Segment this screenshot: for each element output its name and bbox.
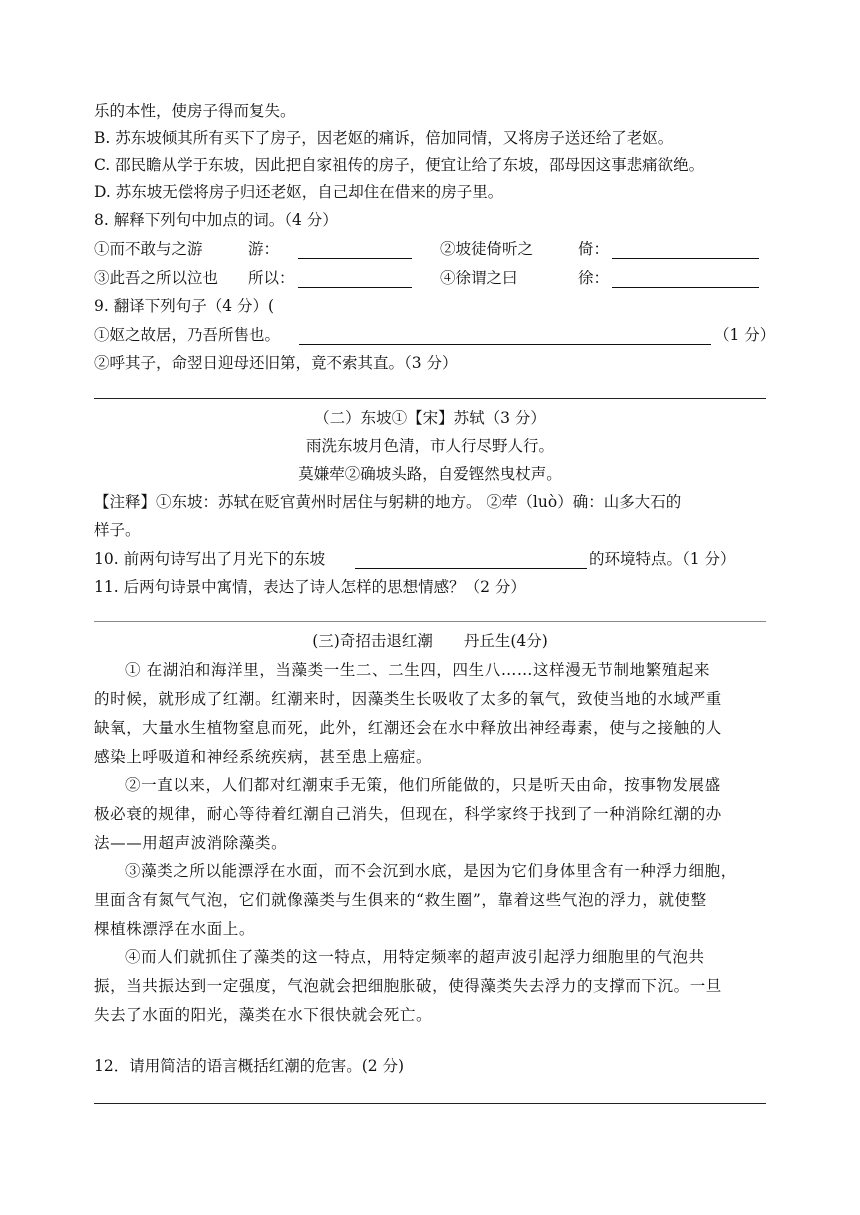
- section-3-title: (三)奇招击退红潮 丹丘生(4分): [312, 632, 548, 650]
- question-9-title: 9. 翻译下列句子（4 分）(: [94, 297, 275, 315]
- q9-item-1: ①妪之故居，乃吾所售也。: [94, 326, 281, 344]
- paragraph-1-line-1: ① 在湖泊和海洋里，当藻类一生二、二生四，四生八……这样漫无节制地繁殖起来: [125, 661, 711, 679]
- option-c: C. 邵民瞻从学于东坡，因此把自家祖传的房子，便宜让给了东坡，邵母因这事悲痛欲绝。: [94, 156, 705, 174]
- note-line-2: 样子。: [94, 521, 141, 539]
- paragraph-4-line-2: 振，当共振达到一定强度，气泡就会把细胞胀破，使得藻类失去浮力的支撑而下沉。一旦: [94, 977, 722, 995]
- paragraph-1-line-2: 的时候，就形成了红潮。红潮来时，因藻类生长吸收了太多的氧气，致使当地的水域严重: [94, 690, 722, 708]
- paragraph-3-line-3: 棵植株漂浮在水面上。: [94, 920, 256, 938]
- q8-sentence-2: ②坡徒倚听之: [440, 240, 534, 258]
- question-12: 12．请用简洁的语言概括红潮的危害。(2 分): [94, 1057, 405, 1075]
- question-11: 11. 后两句诗景中寓情，表达了诗人怎样的思想情感？（2 分）: [94, 578, 526, 596]
- q8-word-1: 游：: [248, 240, 280, 258]
- q8-answer-blank-4[interactable]: [612, 270, 759, 288]
- question-10-prefix: 10. 前两句诗写出了月光下的东坡: [94, 550, 326, 568]
- q9-answer-blank-1[interactable]: [299, 327, 711, 345]
- question-10-suffix: 的环境特点。（1 分）: [589, 550, 736, 568]
- question-8-title: 8. 解释下列句中加点的词。（4 分）: [94, 211, 338, 229]
- paragraph-1-line-4: 感染上呼吸道和神经系统疾病，甚至患上癌症。: [94, 748, 433, 766]
- paragraph-4-line-3: 失去了水面的阳光，藻类在水下很快就会死亡。: [94, 1006, 433, 1024]
- paragraph-2-line-1: ②一直以来，人们都对红潮束手无策，他们所能做的，只是听天由命，按事物发展盛: [125, 776, 721, 794]
- q8-word-4: 徐：: [578, 269, 610, 287]
- q8-answer-blank-1[interactable]: [298, 241, 412, 259]
- answer-line[interactable]: [94, 398, 766, 399]
- paragraph-4-line-1: ④而人们就抓住了藻类的这一特点，用特定频率的超声波引起浮力细胞里的气泡共: [125, 948, 705, 966]
- q8-word-2: 倚：: [578, 240, 610, 258]
- paragraph-2-line-2: 极必衰的规律，耐心等待着红潮自己消失，但现在，科学家终于找到了一种消除红潮的办: [94, 805, 722, 823]
- paragraph-3-line-2: 里面含有氮气气泡，它们就像藻类与生俱来的“救生圈”，靠着这些气泡的浮力，就使整: [94, 891, 707, 909]
- q10-answer-blank[interactable]: [355, 551, 587, 569]
- poem-line-1: 雨洗东坡月色清，市人行尽野人行。: [305, 437, 554, 455]
- paragraph-2-line-3: 法——用超声波消除藻类。: [94, 834, 288, 852]
- option-d: D. 苏东坡无偿将房子归还老妪，自己却住在借来的房子里。: [94, 183, 504, 201]
- q9-item-2: ②呼其子，命翌日迎母还旧第，竟不索其直。（3 分）: [94, 354, 458, 372]
- paragraph-3-line-1: ③藻类之所以能漂浮在水面，而不会沉到水底，是因为它们身体里含有一种浮力细胞，: [125, 862, 737, 880]
- option-b: B. 苏东坡倾其所有买下了房子，因老妪的痛诉，倍加同情，又将房子送还给了老妪。: [94, 129, 674, 147]
- option-a-continuation: 乐的本性，使房子得而复失。: [94, 102, 296, 120]
- q8-answer-blank-2[interactable]: [612, 241, 759, 259]
- q9-item-1-score: （1 分）: [714, 326, 776, 344]
- paragraph-1-line-3: 缺氧，大量水生植物窒息而死，此外，红潮还会在水中释放出神经毒素，使与之接触的人: [94, 719, 722, 737]
- poem-line-2: 莫嫌荦②确坡头路，自爱铿然曳杖声。: [298, 465, 562, 483]
- answer-line-q11[interactable]: [94, 621, 766, 622]
- q8-sentence-1: ①而不敢与之游: [94, 240, 203, 258]
- answer-line-q12[interactable]: [94, 1103, 766, 1104]
- q8-word-3: 所以：: [248, 269, 295, 287]
- q8-sentence-4: ④徐谓之曰: [440, 269, 518, 287]
- section-2-title: （二）东坡①【宋】苏轼（3 分）: [314, 409, 546, 427]
- note-line-1: 【注释】①东坡：苏轼在贬官黄州时居住与躬耕的地方。 ②荦（luò）确：山多大石的: [94, 493, 682, 511]
- q8-sentence-3: ③此吾之所以泣也: [94, 269, 219, 287]
- q8-answer-blank-3[interactable]: [298, 270, 412, 288]
